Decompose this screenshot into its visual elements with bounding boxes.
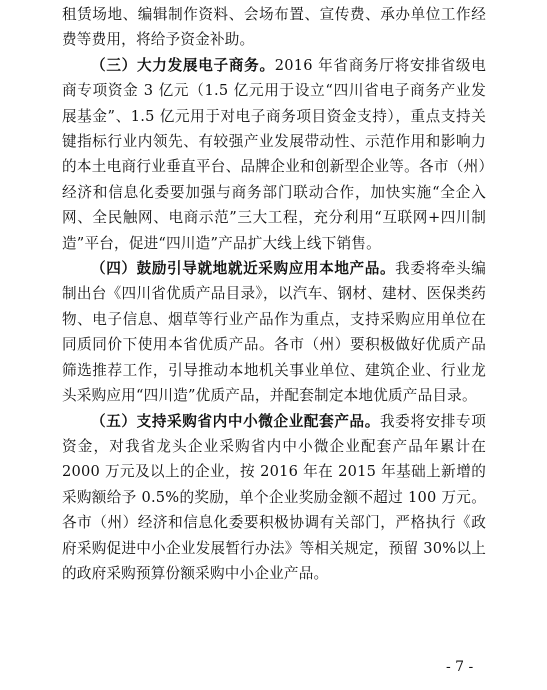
paragraph-local-procurement [62, 256, 486, 408]
page-number: - 7 - [446, 659, 474, 675]
paragraph-continuation [62, 2, 486, 53]
section-heading-3: （三）大力发展电子商务。 [91, 56, 275, 74]
section-heading-4: （四）鼓励引导就地就近采购应用本地产品。 [91, 260, 396, 278]
section-heading-5: （五）支持采购省内中小微企业配套产品。 [91, 412, 380, 430]
paragraph-text: 我委将牵头编制出台《四川省优质产品目录》，以汽车、钢材、建材、医保类药物、电子信息、烟草等行业产品作为重点，支持采购应用单位在同质同价下使用本省优质产品。各市（州）要积极做好优质产品筛选推荐工作，引导推动本地机关事业单位、建筑企业、行业龙头采购应用“四川造”优质产品，并配套制定本地优质产品目录。 [62, 260, 486, 405]
paragraph-text: 我委将安排专项资金，对我省龙头企业采购省内中小微企业配套产品年累计在 2000 万元及以上的企业，按 2016 年在 2015 年基础上新增的采购额给予 0.5%的奖励，单个企业奖励金额不超过 100 万元。各市（州）经济和信息化委要积极协调有关部门，严格执行《政府采购促进中小企业发展暂行办法》等相关规定，预留 30%以上的政府采购预算份额采购中小企业产品。 [62, 412, 486, 582]
paragraph-text: 租赁场地、编辑制作资料、会场布置、宣传费、承办单位工作经费等费用，将给予资金补助。 [62, 6, 486, 49]
paragraph-sme-procurement [62, 409, 486, 587]
paragraph-text: 2016 年省商务厅将安排省级电商专项资金 3 亿元（1.5 亿元用于设立“四川省电子商务产业发展基金”、1.5 亿元用于对电子商务项目资金支持），重点支持关键指标行业内领先、有较强产业发展带动性、示范作用和影响力的本土电商行业垂直平台、品牌企业和创新型企业等。各市（州）经济和信息化委要加强与商务部门联动合作，加快实施“全企入网、全民触网、电商示范”三大工程，充分利用“互联网+四川制造”平台，促进“四川造”产品扩大线上线下销售。 [62, 56, 486, 252]
document-body [62, 2, 486, 586]
paragraph-ecommerce [62, 53, 486, 256]
